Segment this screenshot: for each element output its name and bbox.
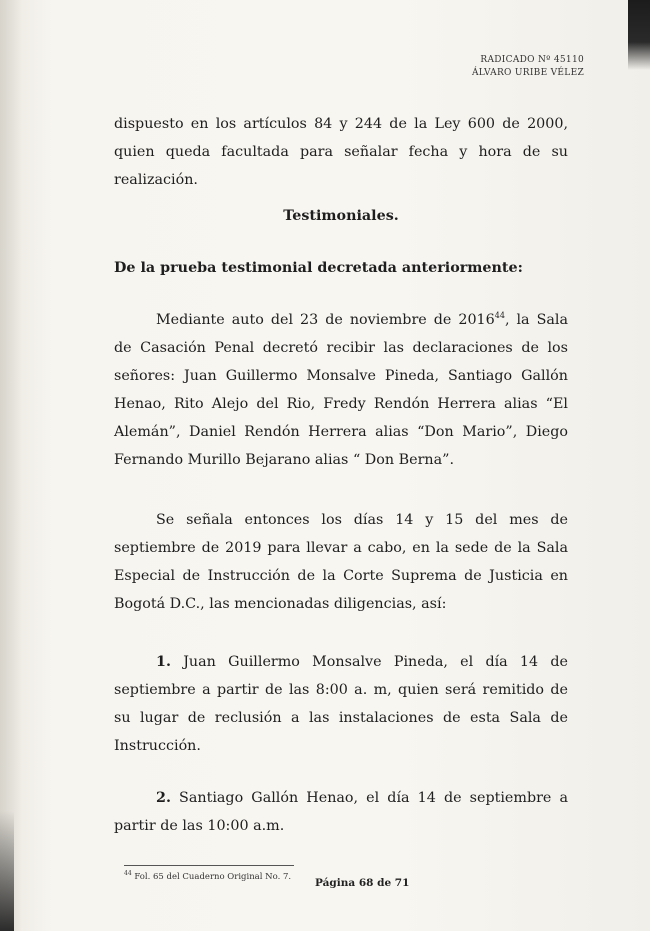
auto-paragraph bbox=[114, 306, 568, 474]
scan-shadow bbox=[0, 0, 22, 931]
case-number: RADICADO Nº 45110 bbox=[480, 55, 584, 65]
footnote bbox=[124, 872, 291, 882]
scan-edge-top-right bbox=[628, 0, 650, 70]
footnote-marker: 44 bbox=[124, 870, 132, 878]
case-name: ÁLVARO URIBE VÉLEZ bbox=[471, 68, 584, 78]
list-item bbox=[114, 648, 568, 760]
footnote-text: Fol. 65 del Cuaderno Original No. 7. bbox=[134, 872, 292, 882]
auto-paragraph-start: Mediante auto del 23 de noviembre de 2016 bbox=[156, 312, 495, 328]
list-item bbox=[114, 784, 568, 840]
intro-paragraph: dispuesto en los artículos 84 y 244 de la Ley 600 de 2000, quien queda facultada para señalar fecha y hora de su realización. bbox=[114, 116, 568, 188]
footnote-reference: 44 bbox=[494, 311, 505, 321]
list-item-number: 1. bbox=[156, 654, 171, 670]
schedule-paragraph: Se señala entonces los días 14 y 15 del mes de septiembre de 2019 para llevar a cabo, en la sede de la Sala Especial de Instrucción de la Corte Suprema de Justicia en Bogotá D.C., las mencionadas diligencias, así: bbox=[114, 512, 568, 612]
section-title: Testimoniales. bbox=[283, 208, 399, 224]
case-header bbox=[472, 54, 584, 80]
document-body bbox=[114, 110, 568, 840]
page-number: Página 68 de 71 bbox=[315, 877, 410, 889]
list-item-text: Santiago Gallón Henao, el día 14 de septiembre a partir de las 10:00 a.m. bbox=[114, 790, 569, 834]
list-item-number: 2. bbox=[156, 790, 171, 806]
subsection-title: De la prueba testimonial decretada anteriormente: bbox=[114, 260, 523, 276]
auto-paragraph-rest: , la Sala de Casación Penal decretó recibir las declaraciones de los señores: Juan Guillermo Monsalve Pineda, Santiago Gallón Henao, Rito Alejo del Rio, Fredy Rendón Herrera alias “El Alemán”, Daniel Rendón Herrera alias “Don Mario”, Diego Fernando Murillo Bejarano alias “ Don Berna”. bbox=[114, 312, 568, 468]
list-item-text: Juan Guillermo Monsalve Pineda, el día 14 de septiembre a partir de las 8:00 a. m, quien será remitido de su lugar de reclusión a las instalaciones de esta Sala de Instrucción. bbox=[114, 654, 568, 754]
footnote-divider bbox=[124, 865, 294, 866]
scan-edge-bottom-left bbox=[0, 811, 14, 931]
